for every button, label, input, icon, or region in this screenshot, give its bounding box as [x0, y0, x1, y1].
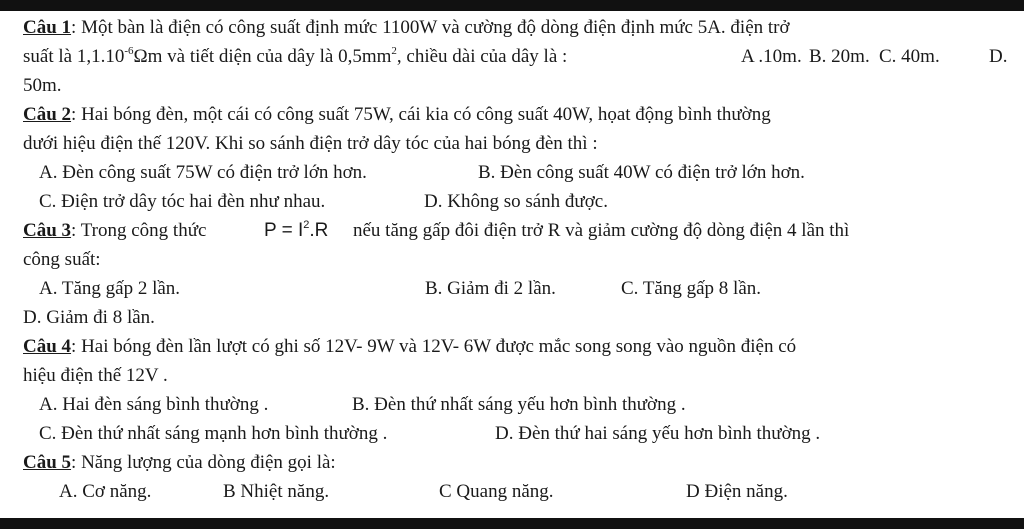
q1-option-b[interactable]: B. 20m. — [809, 46, 870, 67]
q2-text-b: dưới hiệu điện thế 120V. Khi so sánh điện trở dây tóc của hai bóng đèn thì : — [23, 133, 598, 154]
q3-option-a[interactable]: A. Tăng gấp 2 lần. — [39, 278, 181, 299]
q3-option-c[interactable]: C. Tăng gấp 8 lần. — [621, 278, 762, 299]
q4-line-1 — [23, 332, 1021, 361]
q2-option-c[interactable]: C. Điện trở dây tóc hai đèn như nhau. — [39, 191, 326, 212]
q5-label: Câu 5 — [23, 452, 72, 473]
q3-options-row-2 — [23, 303, 1021, 332]
q1-option-d-value: 50m. — [23, 75, 62, 96]
q3-text-a: : Trong công thức — [71, 220, 207, 241]
document-page — [0, 11, 1024, 518]
q1-text-a: : Một bàn là điện có công suất định mức 1100W và cường độ dòng điện định mức 5A. điện trở — [71, 17, 790, 38]
q1-line-1 — [23, 13, 1021, 42]
q3-options-row-1 — [23, 274, 1021, 303]
q1-line-3 — [23, 71, 1021, 100]
q1-line-2 — [23, 42, 1021, 71]
q3-text-b: nếu tăng gấp đôi điện trở R và giảm cường độ dòng điện 4 lần thì — [353, 220, 850, 241]
q4-option-b[interactable]: B. Đèn thứ nhất sáng yếu hơn bình thường . — [352, 394, 686, 415]
q2-text-a: : Hai bóng đèn, một cái có công suất 75W, cái kia có công suất 40W, họat động bình thường — [71, 104, 771, 125]
q1-label: Câu 1 — [23, 17, 72, 38]
q2-line-1 — [23, 100, 1021, 129]
q3-formula-a: P = I — [264, 220, 304, 241]
q1-text-b: suất là 1,1.10 — [23, 46, 125, 67]
q2-option-d[interactable]: D. Không so sánh được. — [424, 191, 608, 212]
q1-sup-area: 2 — [391, 45, 397, 57]
q2-options-row-2 — [23, 187, 1021, 216]
q3-formula-sup: 2 — [303, 219, 310, 231]
q4-label: Câu 4 — [23, 336, 72, 357]
q5-option-a[interactable]: A. Cơ năng. — [59, 481, 152, 502]
q1-option-c[interactable]: C. 40m. — [879, 46, 940, 67]
q2-label: Câu 2 — [23, 104, 72, 125]
q3-option-d[interactable]: D. Giảm đi 8 lần. — [23, 307, 155, 328]
q5-options-row — [23, 477, 1021, 506]
q1-stem-tail — [23, 42, 567, 71]
q4-option-a[interactable]: A. Hai đèn sáng bình thường . — [39, 394, 269, 415]
q2-line-2 — [23, 129, 1021, 158]
q5-option-d[interactable]: D Điện năng. — [686, 481, 788, 502]
q4-text-a: : Hai bóng đèn lần lượt có ghi số 12V- 9W và 12V- 6W được mắc song song vào nguồn điện có — [71, 336, 797, 357]
q4-option-d[interactable]: D. Đèn thứ hai sáng yếu hơn bình thường . — [495, 423, 821, 444]
q1-option-d[interactable]: D. — [989, 46, 1008, 67]
q1-text-c: Ωm và tiết diện của dây là 0,5mm — [133, 46, 392, 67]
q5-line-1 — [23, 448, 1021, 477]
q5-option-b[interactable]: B Nhiệt năng. — [223, 481, 330, 502]
q4-options-row-2 — [23, 419, 1021, 448]
q4-text-b: hiệu điện thế 12V . — [23, 365, 168, 386]
q3-stem-head — [23, 216, 206, 245]
q3-line-1 — [23, 216, 1021, 245]
q3-line-2 — [23, 245, 1021, 274]
q3-text-c: công suất: — [23, 249, 101, 270]
question-list — [23, 13, 1021, 506]
q4-options-row-1 — [23, 390, 1021, 419]
q4-option-c[interactable]: C. Đèn thứ nhất sáng mạnh hơn bình thường . — [39, 423, 388, 444]
q4-line-2 — [23, 361, 1021, 390]
q1-option-a[interactable]: A .10m. — [741, 46, 802, 67]
q3-formula — [264, 216, 328, 245]
q5-option-c[interactable]: C Quang năng. — [439, 481, 554, 502]
q1-sup-exponent: -6 — [124, 45, 134, 57]
q1-text-d: , chiều dài của dây là : — [396, 46, 568, 67]
q5-text-a: : Năng lượng của dòng điện gọi là: — [71, 452, 336, 473]
q3-option-b[interactable]: B. Giảm đi 2 lần. — [425, 278, 556, 299]
q3-label: Câu 3 — [23, 220, 72, 241]
q2-option-b[interactable]: B. Đèn công suất 40W có điện trở lớn hơn. — [478, 162, 805, 183]
q2-options-row-1 — [23, 158, 1021, 187]
q2-option-a[interactable]: A. Đèn công suất 75W có điện trở lớn hơn. — [39, 162, 367, 183]
q3-formula-b: .R — [309, 220, 329, 241]
